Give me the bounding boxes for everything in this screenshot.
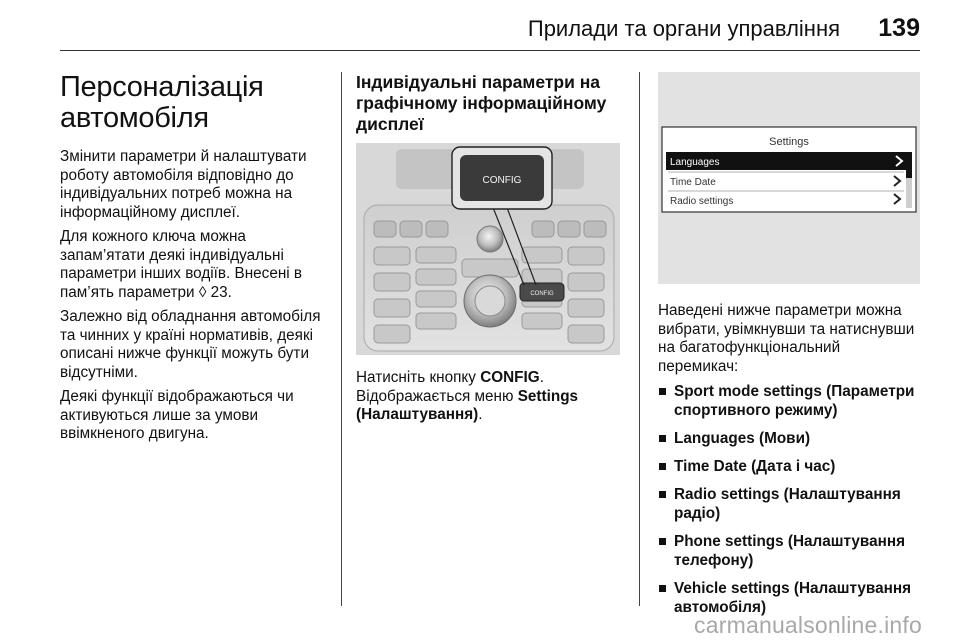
section-title-line1: Персоналізація	[60, 71, 264, 103]
page-ref-icon: ◊	[198, 283, 207, 301]
intro-paragraph: Змінити параметри й налаштувати роботу автомобіля відповідно до індивідуальних потреб можна на інформаційному дисплеї.	[60, 148, 307, 221]
caption-settings-menu: Settings (Налаштування)	[356, 387, 579, 423]
bullet-icon	[659, 538, 666, 545]
page-number: 139	[878, 14, 920, 42]
header-divider	[60, 50, 920, 51]
control-panel-drawing	[356, 143, 620, 355]
settings-screen-illustration	[658, 72, 920, 284]
subsection-title: Індивідуальні параметри на графічному інформаційному дисплеї	[356, 72, 607, 134]
scrollbar-thumb[interactable]	[906, 152, 912, 178]
screen-item-time-date[interactable]: Time Date	[670, 177, 716, 188]
left-column	[60, 72, 328, 450]
option-vehicle-settings: Vehicle settings (Налаштування автомобіля)	[658, 579, 920, 617]
bullet-icon	[659, 463, 666, 470]
screen-header: Settings	[769, 136, 809, 148]
option-radio-settings: Radio settings (Налаштування радіо)	[658, 485, 920, 523]
memory-paragraph-text: Для кожного ключа можна запам’ятати деякі індивідуальні параметри інших водіїв. Внесені в пам’ять параметри	[60, 228, 303, 301]
equipment-paragraph: Залежно від обладнання автомобіля та чинних у країні нормативів, деякі описані нижче функції можуть бути відсутніми.	[60, 308, 321, 381]
section-title-line2: автомобіля	[60, 102, 209, 134]
screen-item-languages[interactable]: Languages	[670, 157, 720, 168]
options-intro: Наведені нижче параметри можна вибрати, увімкнувши та натиснувши на багатофункціональний перемикач:	[658, 302, 915, 375]
column-divider-right	[639, 72, 640, 606]
bullet-icon	[659, 491, 666, 498]
config-callout-label: CONFIG	[482, 175, 522, 186]
bullet-icon	[659, 585, 666, 592]
engine-paragraph: Деякі функції відображаються чи активуються лише за умови ввімкненого двигуна.	[60, 388, 294, 442]
header-title: Прилади та органи управління	[527, 16, 840, 41]
option-sport-mode: Sport mode settings (Параметри спортивного режиму)	[658, 382, 920, 420]
watermark: carmanualsonline.info	[694, 612, 922, 638]
bullet-icon	[659, 435, 666, 442]
section-title	[60, 72, 328, 134]
settings-screen-drawing	[658, 72, 920, 284]
memory-paragraph	[60, 228, 328, 302]
column-divider-left	[341, 72, 342, 606]
config-small-label: CONFIG	[530, 291, 554, 297]
option-languages: Languages (Мови)	[658, 429, 920, 448]
page-ref-link[interactable]: 23.	[210, 283, 232, 301]
control-panel-illustration	[356, 143, 620, 355]
screen-item-radio-settings[interactable]: Radio settings	[670, 196, 734, 207]
option-phone-settings: Phone settings (Налаштування телефону)	[658, 532, 920, 570]
bullet-icon	[659, 388, 666, 395]
caption-mid: . Відображається меню	[356, 369, 544, 405]
caption-pre: Натисніть кнопку	[356, 369, 476, 386]
caption-end: .	[478, 406, 483, 423]
right-column	[658, 72, 920, 626]
caption-paragraph	[356, 369, 626, 425]
caption-config-button: CONFIG	[480, 369, 540, 386]
option-time-date: Time Date (Дата і час)	[658, 457, 920, 476]
options-list	[658, 382, 920, 617]
middle-column	[356, 72, 626, 431]
